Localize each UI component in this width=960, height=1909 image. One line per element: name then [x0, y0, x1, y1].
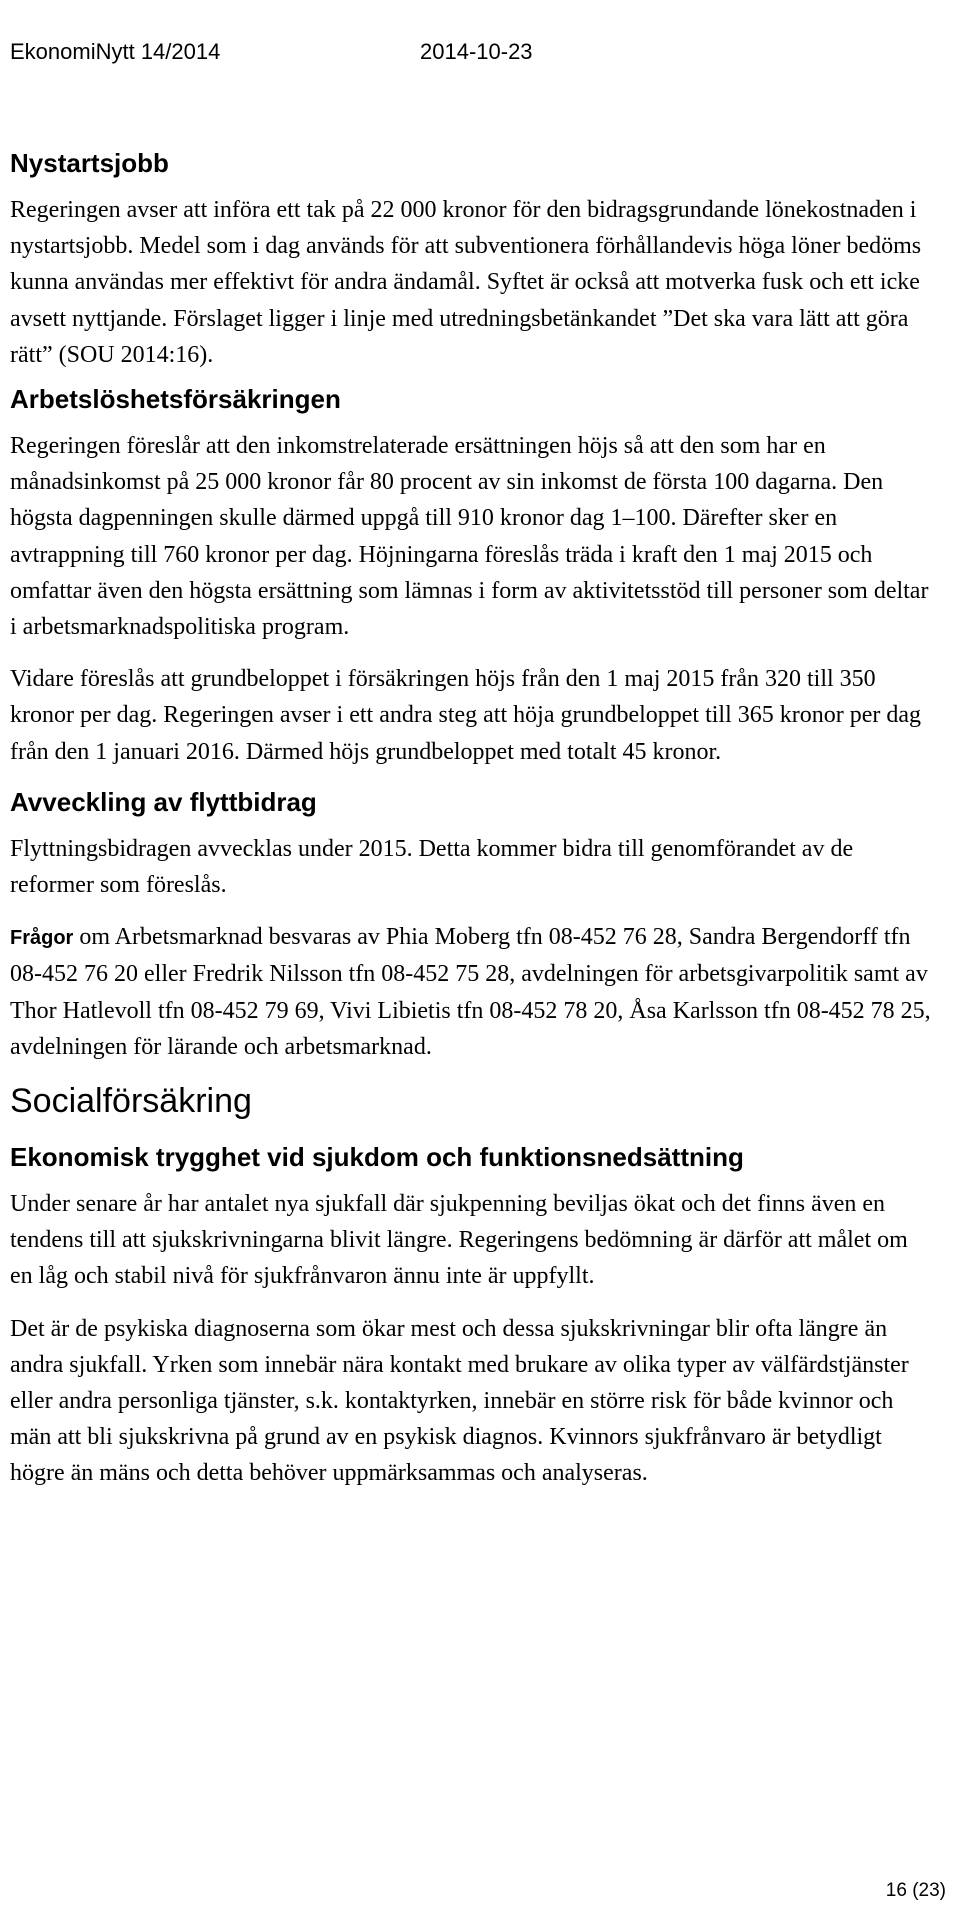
heading-ekonomisk-trygghet: Ekonomisk trygghet vid sjukdom och funktionsnedsättning — [10, 1142, 744, 1173]
section-title-socialforsakring: Socialförsäkring — [10, 1082, 252, 1121]
paragraph-fragor — [10, 919, 935, 1065]
paragraph-nystartsjobb: Regeringen avser att införa ett tak på 22 000 kronor för den bidragsgrundande lönekostnaden i nystartsjobb. Medel som i dag används för att subventionera förhållandevis höga löner bedöms kunna användas mer effektivt för andra ändamål. Syftet är också att motverka fusk och ett icke avsett nyttjande. Förslaget ligger i linje med utredningsbetänkandet ”Det ska vara lätt att göra rätt” (SOU 2014:16). — [10, 197, 922, 368]
paragraph-flyttbidrag: Flyttningsbidragen avvecklas under 2015. Detta kommer bidra till genomförandet av de reformer som föreslås. — [10, 835, 854, 899]
paragraph-social-2: Det är de psykiska diagnoserna som ökar mest och dessa sjukskrivningar blir ofta längre än andra sjukfall. Yrken som innebär nära kontakt med brukare av olika typer av välfärdstjänster eller andra personliga tjänster, s.k. kontaktyrken, innebär en större risk för både kvinnor och män att bli sjukskrivna på grund av en psykisk diagnos. Kvinnors sjukfrånvaro är betydligt högre än mäns och detta behöver uppmärksammas och analyseras. — [10, 1315, 909, 1487]
paragraph-social-1: Under senare år har antalet nya sjukfall där sjukpenning beviljas ökat och det finns även en tendens till att sjukskrivningarna blivit längre. Regeringens bedömning är därför att målet om en låg och stabil nivå för sjukfrånvaron ännu inte är uppfyllt. — [10, 1191, 908, 1290]
fragor-label: Frågor — [10, 927, 74, 950]
publication-title: EkonomiNytt 14/2014 — [10, 39, 221, 64]
heading-avveckling-flyttbidrag: Avveckling av flyttbidrag — [10, 786, 317, 817]
page-number: 16 (23) — [885, 1880, 946, 1901]
heading-nystartsjobb: Nystartsjobb — [10, 148, 169, 178]
publication-date: 2014-10-23 — [420, 39, 533, 64]
document-body — [10, 147, 935, 1508]
paragraph-arbetsloshet-2: Vidare föreslås att grundbeloppet i försäkringen höjs från den 1 maj 2015 från 320 till 350 kronor per dag. Regeringen avser i ett andra steg att höja grundbeloppet till 365 kronor per dag från den 1 januari 2016. Därmed höjs grundbeloppet med totalt 45 kronor. — [10, 666, 922, 765]
paragraph-arbetsloshet-1: Regeringen föreslår att den inkomstrelaterade ersättningen höjs så att den som har en månadsinkomst på 25 000 kronor får 80 procent av sin inkomst de första 100 dagarna. Den högsta dagpenningen skulle därmed uppgå till 910 kronor dag 1–100. Därefter sker en avtrappning till 760 kronor per dag. Höjningarna föreslås träda i kraft den 1 maj 2015 och omfattar även den högsta ersättning som lämnas i form av aktivitetsstöd till personer som deltar i arbetsmarknadspolitiska program. — [10, 433, 929, 641]
fragor-text: om Arbetsmarknad besvaras av Phia Moberg tfn 08-452 76 28, Sandra Bergendorff tfn 08-452 76 20 eller Fredrik Nilsson tfn 08-452 75 28, avdelningen för arbetsgivarpolitik samt av Thor Hatlevoll tfn 08-452 79 69, Vivi Libietis tfn 08-452 78 20, Åsa Karlsson tfn 08-452 78 25, avdelningen för lärande och arbetsmarknad. — [10, 924, 931, 1060]
heading-arbetsloshetsforsakringen: Arbetslöshetsförsäkringen — [10, 384, 341, 415]
